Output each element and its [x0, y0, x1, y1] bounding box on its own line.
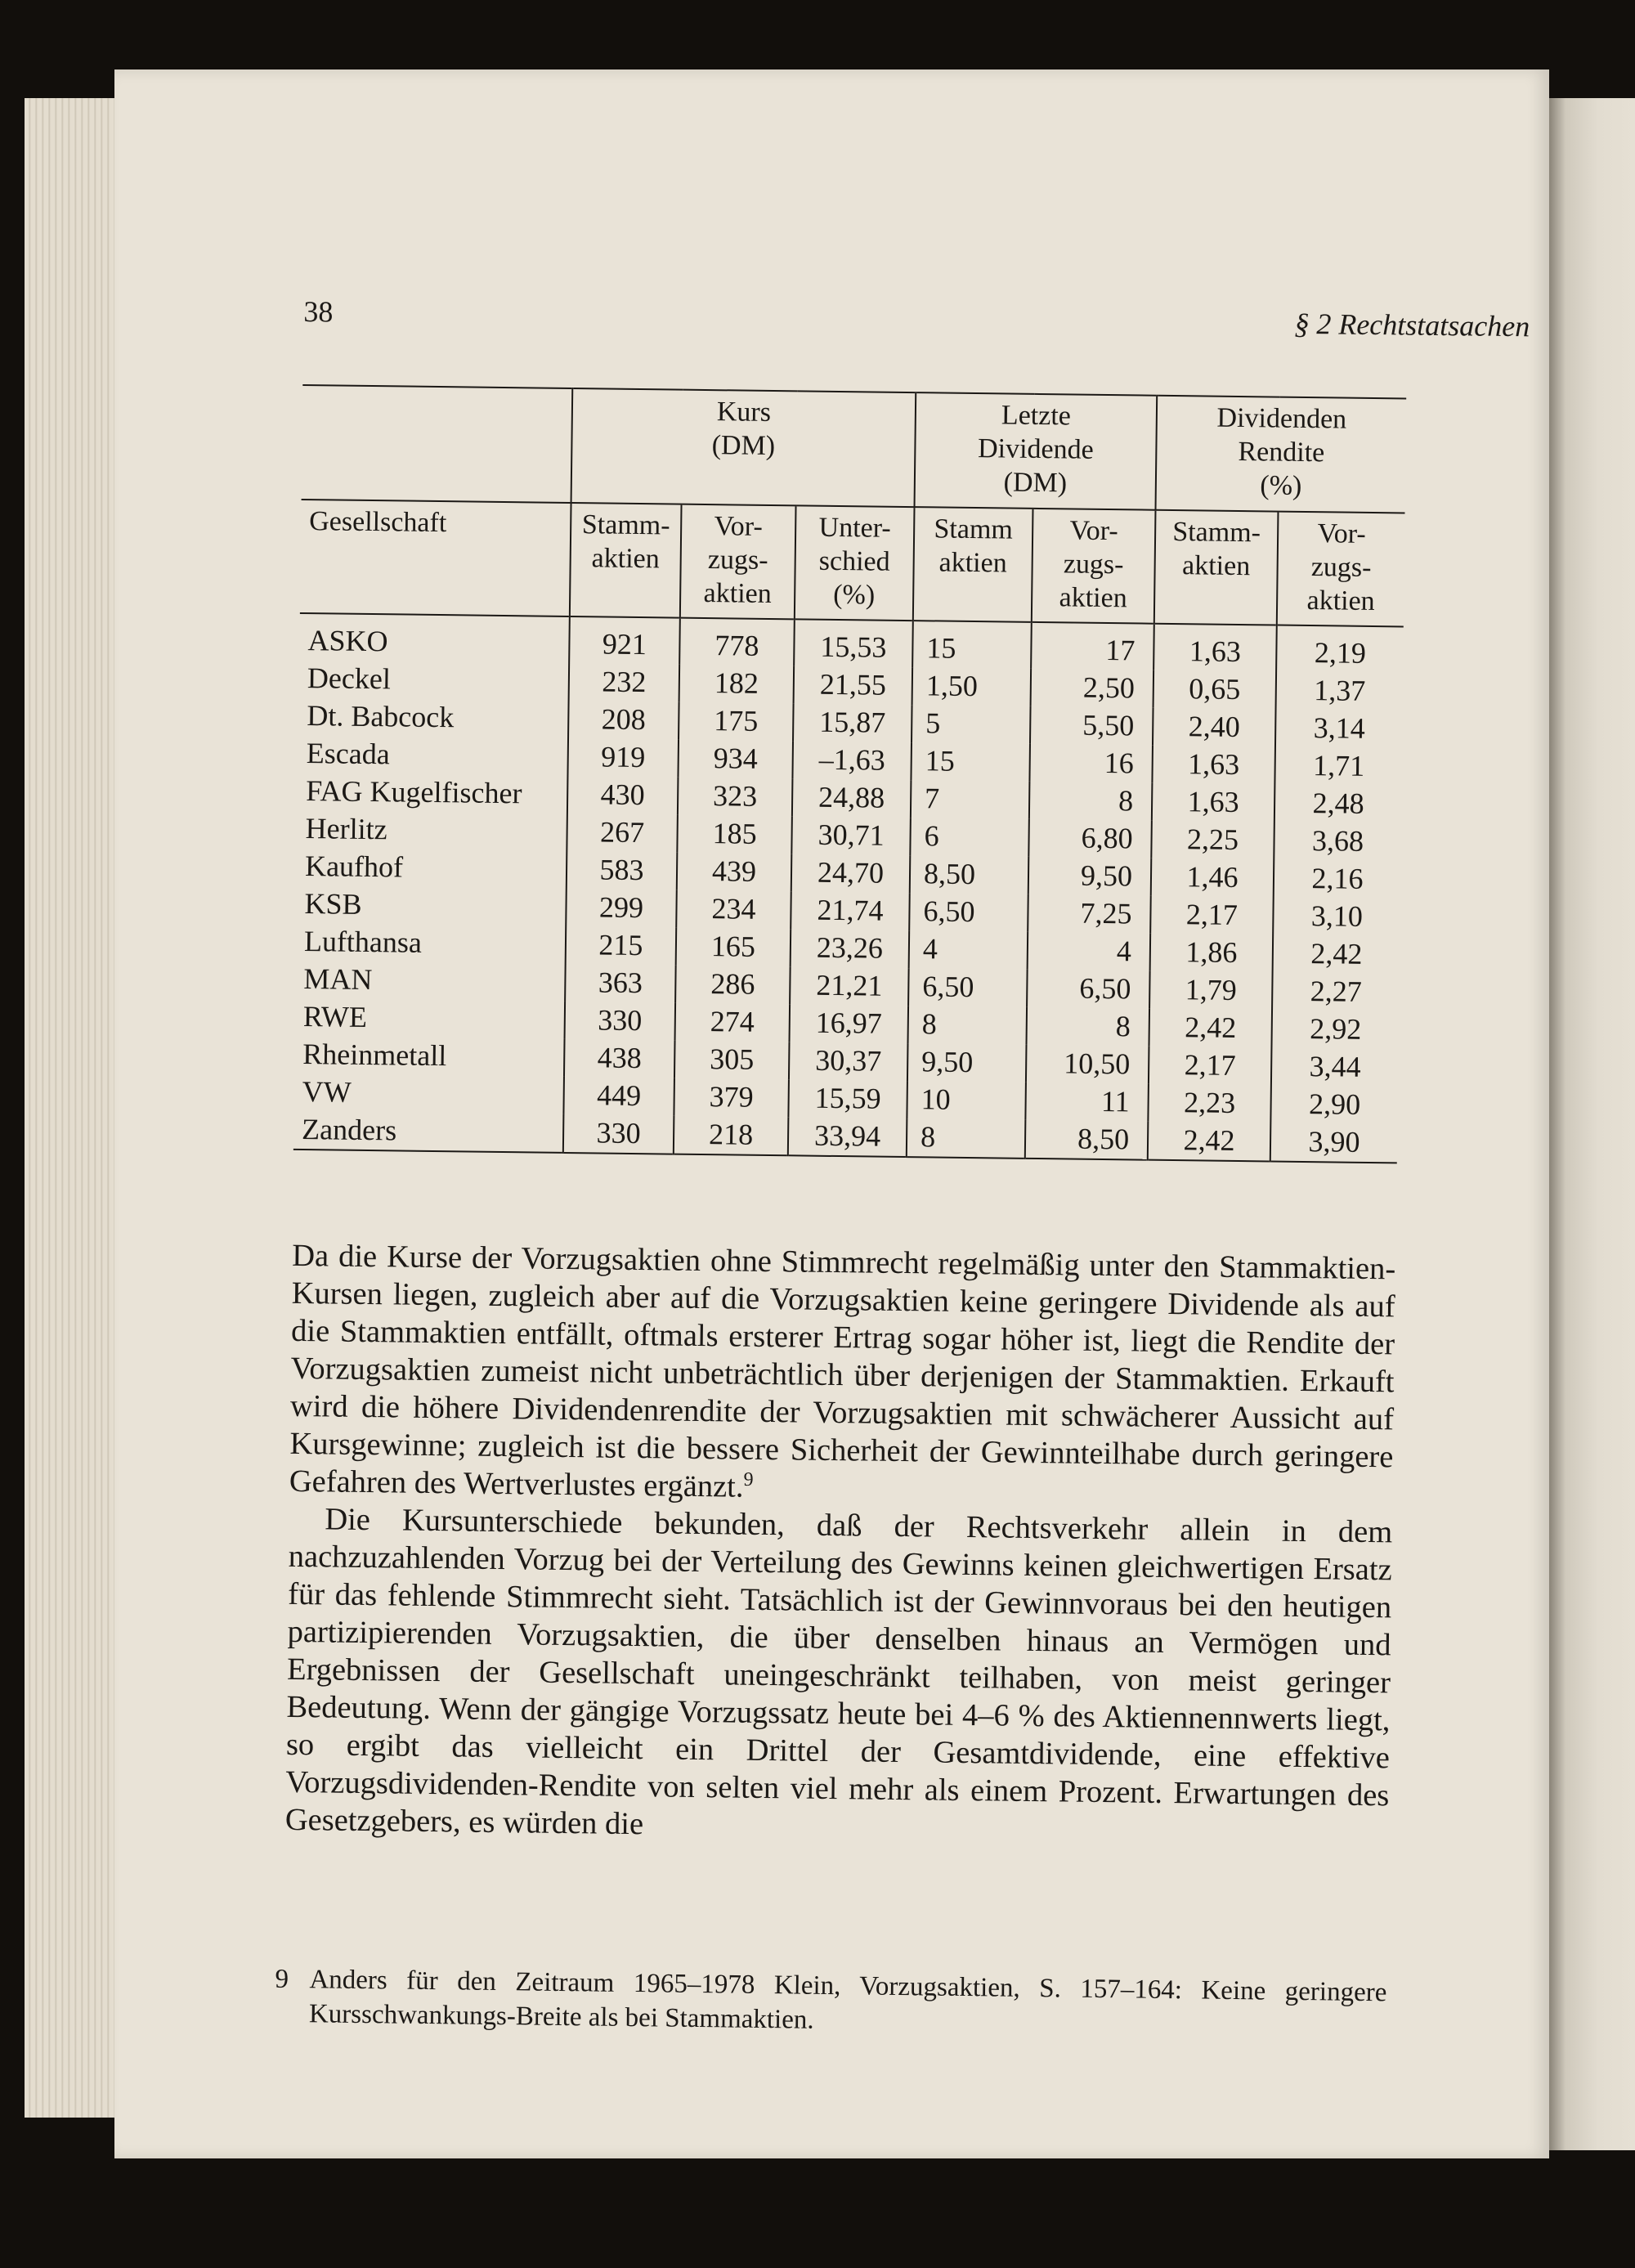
page-header	[303, 294, 1530, 350]
value-cell: 8,50	[1025, 1120, 1149, 1160]
value-cell: –1,63	[792, 741, 912, 780]
company-name-cell: KSB	[304, 887, 362, 921]
value-cell: 15,87	[793, 703, 912, 742]
value-cell: 778	[679, 617, 795, 666]
value-cell: 30,37	[789, 1042, 908, 1081]
value-cell: 208	[568, 701, 679, 740]
value-cell: 1,50	[912, 667, 1032, 706]
value-cell: 8,50	[910, 855, 1029, 894]
value-cell: 6,50	[909, 893, 1028, 932]
value-cell: 323	[678, 777, 793, 816]
value-cell: 2,90	[1270, 1085, 1398, 1124]
value-cell: 6,80	[1028, 819, 1152, 858]
value-cell: 2,40	[1153, 707, 1276, 746]
value-cell: 21,55	[794, 666, 913, 705]
value-cell: 165	[676, 927, 791, 966]
value-cell: 449	[563, 1077, 674, 1116]
value-cell: 2,27	[1272, 972, 1400, 1011]
book-gutter	[1549, 98, 1635, 2150]
value-cell: 5,50	[1030, 706, 1153, 746]
value-cell: 2,19	[1276, 625, 1404, 673]
value-cell: 2,42	[1148, 1121, 1271, 1161]
value-cell: 6,50	[1027, 970, 1150, 1009]
sub-header-0: Stamm- aktien	[570, 503, 682, 617]
value-cell: 379	[674, 1078, 789, 1117]
value-cell: 4	[909, 930, 1028, 970]
value-cell: 2,16	[1274, 859, 1401, 899]
value-cell: 2,23	[1148, 1083, 1271, 1123]
value-cell: 1,63	[1152, 782, 1275, 822]
value-cell: 15	[911, 742, 1030, 782]
value-cell: 1,71	[1274, 746, 1402, 786]
value-cell: 1,46	[1151, 858, 1274, 897]
value-cell: 274	[675, 1002, 791, 1042]
footnote	[275, 1962, 1387, 2044]
company-name-cell: Deckel	[307, 661, 392, 696]
value-cell: 0,65	[1153, 670, 1277, 709]
sub-header-3: Stamm aktien	[913, 508, 1033, 622]
value-cell: 3,10	[1273, 897, 1400, 936]
footnote-reference[interactable]: 9	[743, 1468, 754, 1490]
value-cell: 7,25	[1028, 894, 1151, 934]
paragraph-1: Da die Kurse der Vorzugsaktien ohne Stimmrecht regelmäßig unter den Stammaktien-Kursen liegen, zugleich aber auf die Vorzugsaktien keine geringere Dividende als auf die Stammaktien entfällt, oftmals ersterer Ertrag sogar höher ist, liegt die Rendite der Vorzugsaktien zumeist nicht unbeträchtlich über derjenigen der Stammaktien. Erkauft wird die höhere Dividendenrendite der Vorzugsaktien mit schwächerer Aussicht auf Kursgewinne; zugleich ist die bessere Sicherheit der Gewinnteilhabe durch geringere Gefahren des Wertverlustes ergänzt.$^9$	[289, 1238, 1396, 1504]
company-name-cell: Herlitz	[305, 812, 387, 846]
value-cell: 1,86	[1150, 933, 1274, 972]
value-cell: 583	[567, 851, 678, 890]
sub-header-6: Vor- zugs- aktien	[1277, 512, 1405, 626]
value-cell: 1,63	[1152, 745, 1275, 784]
value-cell: 6,50	[908, 968, 1028, 1007]
value-cell: 218	[674, 1115, 789, 1155]
value-cell: 185	[677, 814, 792, 854]
group-header-kurs: Kurs (DM)	[571, 388, 916, 508]
company-name-cell: MAN	[303, 962, 373, 997]
value-cell: 21,74	[791, 891, 910, 930]
value-cell: 430	[567, 776, 679, 815]
value-cell: 921	[569, 616, 680, 665]
page-number: 38	[303, 294, 334, 329]
value-cell: 330	[563, 1114, 674, 1154]
value-cell: 9,50	[1028, 857, 1152, 896]
value-cell: 175	[679, 701, 794, 741]
value-cell: 363	[565, 964, 676, 1003]
value-cell: 15,59	[788, 1079, 907, 1118]
sub-header-5: Stamm- aktien	[1154, 510, 1279, 625]
paragraph-2: Die Kursunterschiede bekunden, daß der Rechtsverkehr allein in dem nachzuzahlenden Vorzug bei der Verteilung des Gewinns keinen gleichwertigen Ersatz für das fehlende Stimmrecht sieht. Tatsächlich ist der Gewinnvoraus bei den heutigen partizipierenden Vorzugsaktien, die über denselben hinaus an Vermögen und Ergebnissen der Gesellschaft uneingeschränkt teilhaben, von meist geringer Bedeutung. Wenn der gängige Vorzugssatz heute bei 4–6 % des Aktiennennwerts liegt, so ergibt das vielleicht ein Drittel der Gesamtdividende, eine effektive Vorzugsdividenden-Rendite von selten viel mehr als einem Prozent. Erwartungen des Gesetzgebers, es würden die	[284, 1502, 1393, 1842]
value-cell: 8	[1029, 782, 1153, 821]
company-name-cell: RWE	[302, 1000, 368, 1034]
value-cell: 16,97	[790, 1004, 909, 1043]
sub-header-2: Unter- schied (%)	[795, 506, 915, 621]
value-cell: 8	[907, 1118, 1026, 1159]
company-column-header: Gesellschaft	[300, 500, 571, 616]
value-cell: 439	[677, 852, 792, 891]
body-text	[285, 1237, 1396, 1852]
value-cell: 234	[676, 890, 791, 929]
value-cell: 438	[564, 1039, 675, 1078]
company-name-cell: VW	[302, 1075, 352, 1109]
value-cell: 5	[912, 705, 1031, 744]
value-cell: 2,92	[1271, 1010, 1399, 1049]
company-name-cell: Zanders	[301, 1113, 397, 1147]
running-head: § 2 Rechtstatsachen	[1294, 307, 1530, 343]
value-cell: 10	[907, 1081, 1026, 1120]
value-cell: 1,79	[1149, 970, 1273, 1010]
value-cell: 2,48	[1274, 784, 1402, 823]
value-cell: 24,88	[792, 778, 912, 818]
value-cell: 182	[679, 664, 795, 703]
sub-header-4: Vor- zugs- aktien	[1032, 509, 1156, 623]
value-cell: 2,50	[1031, 669, 1154, 708]
value-cell: 919	[567, 738, 679, 778]
value-cell: 23,26	[791, 929, 910, 968]
value-cell: 11	[1025, 1082, 1149, 1122]
value-cell: 299	[566, 889, 677, 928]
value-cell: 215	[566, 926, 677, 966]
value-cell: 8	[1026, 1007, 1149, 1047]
sub-header-1: Vor- zugs- aktien	[680, 504, 796, 619]
footnote-text: Anders für den Zeitraum 1965–1978 Klein, Vorzugsaktien, S. 157–164: Keine geringere Kursschwankungs-Breite als bei Stammaktien.	[308, 1965, 1387, 2035]
value-cell: 3,68	[1274, 822, 1401, 861]
value-cell: 3,44	[1271, 1047, 1399, 1087]
company-name-cell: FAG Kugelfischer	[305, 774, 522, 810]
value-cell: 15	[912, 621, 1032, 669]
value-cell: 2,17	[1149, 1046, 1272, 1085]
group-header-letzte-dividende: Letzte Dividende (DM)	[915, 392, 1158, 510]
group-header-dividenden-rendite: Dividenden Rendite (%)	[1155, 396, 1406, 513]
value-cell: 33,94	[788, 1117, 907, 1157]
value-cell: 7	[911, 780, 1030, 819]
book-page	[114, 69, 1549, 2158]
value-cell: 21,21	[790, 966, 909, 1006]
value-cell: 4	[1028, 932, 1151, 971]
value-cell: 17	[1031, 622, 1154, 670]
value-cell: 30,71	[791, 816, 911, 855]
value-cell: 1,63	[1153, 623, 1277, 671]
value-cell: 16	[1029, 744, 1153, 783]
value-cell: 9,50	[907, 1043, 1027, 1082]
value-cell: 8	[908, 1006, 1028, 1045]
value-cell: 2,25	[1151, 820, 1274, 859]
value-cell: 267	[567, 814, 678, 853]
value-cell: 1,37	[1276, 671, 1404, 710]
footnote-number: 9	[275, 1964, 289, 1994]
value-cell: 232	[569, 663, 680, 702]
company-name-cell: Dt. Babcock	[307, 699, 455, 734]
value-cell: 305	[674, 1040, 790, 1079]
value-cell: 24,70	[791, 854, 911, 893]
company-name-cell: ASKO	[307, 624, 388, 658]
value-cell: 15,53	[794, 619, 913, 667]
value-cell: 2,42	[1149, 1008, 1272, 1047]
value-cell: 934	[678, 739, 793, 778]
page-content	[275, 69, 1533, 2035]
value-cell: 3,90	[1270, 1123, 1398, 1163]
company-name-cell: Escada	[306, 737, 390, 771]
share-price-table	[293, 384, 1406, 1163]
value-cell: 330	[565, 1002, 676, 1041]
value-cell: 10,50	[1026, 1045, 1149, 1084]
company-name-cell: Lufthansa	[303, 925, 423, 959]
header-blank-cell	[302, 385, 573, 503]
value-cell: 286	[675, 965, 791, 1004]
value-cell: 3,14	[1275, 709, 1403, 748]
value-cell: 6	[910, 818, 1029, 857]
company-name-cell: Kaufhof	[304, 849, 404, 884]
company-name-cell: Rheinmetall	[302, 1038, 447, 1073]
value-cell: 2,17	[1150, 895, 1274, 935]
value-cell: 2,42	[1273, 935, 1400, 974]
